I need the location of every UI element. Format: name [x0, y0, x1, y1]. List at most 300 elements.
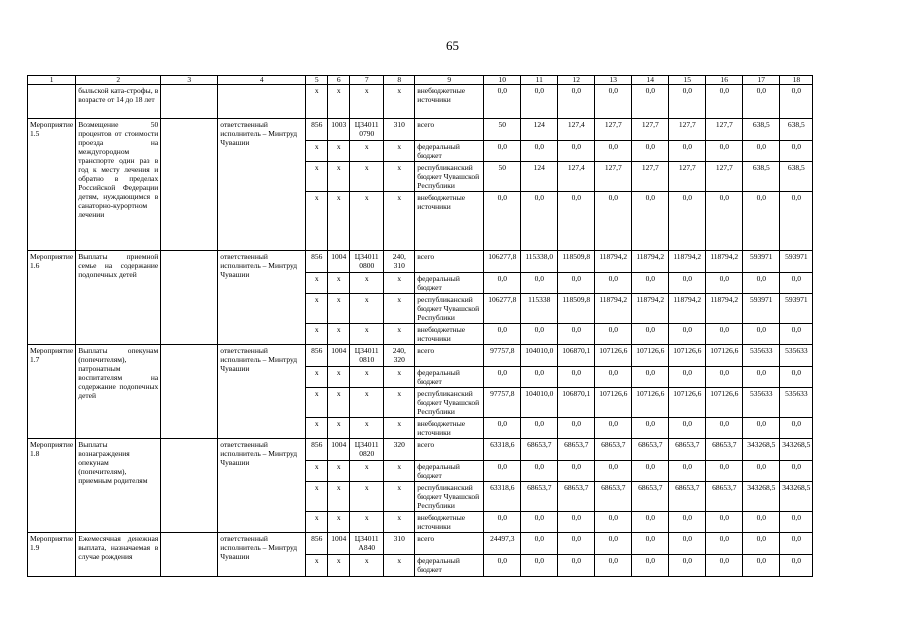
- funding-source: внебюджетные источники: [415, 192, 484, 251]
- amount-cell: 0,0: [706, 512, 743, 533]
- target-article: x: [350, 461, 384, 482]
- section-code: x: [328, 162, 350, 192]
- amount-cell: 106870,1: [558, 345, 595, 367]
- amount-cell: 0,0: [632, 512, 669, 533]
- amount-cell: 343268,5: [780, 439, 813, 461]
- participant-cell: [161, 533, 218, 577]
- amount-cell: 0,0: [595, 555, 632, 577]
- amount-cell: 107126,6: [669, 345, 706, 367]
- amount-cell: 24497,3: [484, 533, 521, 555]
- section-code: x: [328, 461, 350, 482]
- amount-cell: 0,0: [558, 273, 595, 294]
- expense-type: 240, 320: [384, 345, 415, 367]
- table-row: [28, 119, 813, 141]
- expense-type: 310: [384, 533, 415, 555]
- amount-cell: 0,0: [669, 85, 706, 119]
- amount-cell: 124: [521, 162, 558, 192]
- expense-type: 310: [384, 119, 415, 141]
- amount-cell: 0,0: [558, 533, 595, 555]
- amount-cell: 0,0: [632, 85, 669, 119]
- amount-cell: 0,0: [669, 418, 706, 439]
- header-cell: 5: [306, 76, 328, 85]
- amount-cell: 0,0: [706, 141, 743, 162]
- amount-cell: 0,0: [595, 324, 632, 345]
- amount-cell: 0,0: [484, 141, 521, 162]
- expense-type: x: [384, 482, 415, 512]
- amount-cell: 593971: [780, 294, 813, 324]
- grbs-code: 856: [306, 119, 328, 141]
- amount-cell: 50: [484, 162, 521, 192]
- target-article: Ц34011 0800: [350, 251, 384, 273]
- amount-cell: 107126,6: [669, 388, 706, 418]
- target-article: x: [350, 162, 384, 192]
- section-code: x: [328, 418, 350, 439]
- amount-cell: 0,0: [558, 555, 595, 577]
- section-code: 1004: [328, 533, 350, 555]
- amount-cell: 118794,2: [669, 251, 706, 273]
- amount-cell: 0,0: [521, 461, 558, 482]
- measure-name: быльской ката-строфы, в возрасте от 14 до 18 лет: [76, 85, 161, 119]
- amount-cell: 106870,1: [558, 388, 595, 418]
- executor-cell: ответственный исполнитель – Минтруд Чувашии: [218, 533, 306, 577]
- funding-source: федеральный бюджет: [415, 141, 484, 162]
- amount-cell: 127,7: [669, 162, 706, 192]
- executor-cell: ответственный исполнитель – Минтруд Чувашии: [218, 439, 306, 533]
- target-article: x: [350, 555, 384, 577]
- amount-cell: 0,0: [780, 324, 813, 345]
- header-row: [28, 76, 813, 85]
- amount-cell: 0,0: [484, 461, 521, 482]
- amount-cell: 0,0: [780, 418, 813, 439]
- target-article: x: [350, 324, 384, 345]
- amount-cell: 63318,6: [484, 439, 521, 461]
- amount-cell: 63318,6: [484, 482, 521, 512]
- amount-cell: 593971: [780, 251, 813, 273]
- amount-cell: 0,0: [595, 192, 632, 251]
- amount-cell: 0,0: [558, 324, 595, 345]
- header-cell: 2: [76, 76, 161, 85]
- grbs-code: 856: [306, 345, 328, 367]
- amount-cell: 127,7: [595, 162, 632, 192]
- amount-cell: 0,0: [595, 85, 632, 119]
- amount-cell: 68653,7: [558, 482, 595, 512]
- amount-cell: 68653,7: [632, 482, 669, 512]
- amount-cell: 0,0: [669, 533, 706, 555]
- amount-cell: 107126,6: [632, 388, 669, 418]
- section-code: x: [328, 85, 350, 119]
- amount-cell: 118509,8: [558, 251, 595, 273]
- header-cell: 11: [521, 76, 558, 85]
- amount-cell: 124: [521, 119, 558, 141]
- amount-cell: 0,0: [521, 192, 558, 251]
- amount-cell: 0,0: [706, 555, 743, 577]
- amount-cell: 106277,8: [484, 251, 521, 273]
- amount-cell: 535633: [780, 388, 813, 418]
- amount-cell: 107126,6: [595, 388, 632, 418]
- expense-type: x: [384, 555, 415, 577]
- amount-cell: 0,0: [669, 512, 706, 533]
- amount-cell: 0,0: [706, 533, 743, 555]
- amount-cell: 0,0: [632, 533, 669, 555]
- amount-cell: 0,0: [521, 555, 558, 577]
- amount-cell: 0,0: [743, 85, 780, 119]
- amount-cell: 118794,2: [595, 251, 632, 273]
- amount-cell: 107126,6: [706, 388, 743, 418]
- amount-cell: 0,0: [521, 512, 558, 533]
- grbs-code: x: [306, 192, 328, 251]
- target-article: Ц34011 0820: [350, 439, 384, 461]
- amount-cell: 127,7: [706, 162, 743, 192]
- amount-cell: 68653,7: [521, 439, 558, 461]
- amount-cell: 0,0: [484, 512, 521, 533]
- expense-type: x: [384, 324, 415, 345]
- grbs-code: x: [306, 162, 328, 192]
- amount-cell: 0,0: [484, 85, 521, 119]
- funding-source: федеральный бюджет: [415, 273, 484, 294]
- funding-source: всего: [415, 345, 484, 367]
- amount-cell: 0,0: [521, 324, 558, 345]
- target-article: x: [350, 512, 384, 533]
- amount-cell: 107126,6: [595, 345, 632, 367]
- section-code: 1003: [328, 119, 350, 141]
- amount-cell: 0,0: [595, 367, 632, 388]
- amount-cell: 0,0: [558, 85, 595, 119]
- amount-cell: 0,0: [780, 141, 813, 162]
- funding-source: федеральный бюджет: [415, 461, 484, 482]
- amount-cell: 0,0: [484, 273, 521, 294]
- expense-type: x: [384, 418, 415, 439]
- header-cell: 12: [558, 76, 595, 85]
- amount-cell: 68653,7: [669, 439, 706, 461]
- amount-cell: 0,0: [669, 192, 706, 251]
- amount-cell: 118794,2: [632, 294, 669, 324]
- amount-cell: 0,0: [484, 367, 521, 388]
- funding-source: федеральный бюджет: [415, 555, 484, 577]
- header-cell: 7: [350, 76, 384, 85]
- amount-cell: 0,0: [521, 533, 558, 555]
- amount-cell: 127,7: [632, 162, 669, 192]
- amount-cell: 127,7: [595, 119, 632, 141]
- grbs-code: x: [306, 367, 328, 388]
- funding-source: внебюджетные источники: [415, 324, 484, 345]
- amount-cell: 118794,2: [632, 251, 669, 273]
- amount-cell: 107126,6: [632, 345, 669, 367]
- amount-cell: 0,0: [669, 324, 706, 345]
- executor-cell: ответственный исполнитель – Минтруд Чувашии: [218, 119, 306, 251]
- amount-cell: 343268,5: [743, 439, 780, 461]
- target-article: x: [350, 141, 384, 162]
- amount-cell: 68653,7: [669, 482, 706, 512]
- amount-cell: 127,7: [632, 119, 669, 141]
- grbs-code: x: [306, 324, 328, 345]
- page-number: 65: [446, 38, 459, 53]
- target-article: Ц34011 0790: [350, 119, 384, 141]
- grbs-code: x: [306, 512, 328, 533]
- table-row: [28, 251, 813, 273]
- target-article: x: [350, 85, 384, 119]
- amount-cell: 535633: [780, 345, 813, 367]
- header-cell: 17: [743, 76, 780, 85]
- section-code: x: [328, 512, 350, 533]
- amount-cell: 0,0: [743, 533, 780, 555]
- amount-cell: 0,0: [669, 367, 706, 388]
- expense-type: x: [384, 273, 415, 294]
- grbs-code: 856: [306, 533, 328, 555]
- executor-cell: [218, 85, 306, 119]
- amount-cell: 535633: [743, 388, 780, 418]
- amount-cell: 0,0: [780, 461, 813, 482]
- amount-cell: 593971: [743, 294, 780, 324]
- section-code: 1004: [328, 439, 350, 461]
- amount-cell: 0,0: [669, 555, 706, 577]
- funding-source: всего: [415, 439, 484, 461]
- amount-cell: 638,5: [780, 162, 813, 192]
- amount-cell: 0,0: [558, 418, 595, 439]
- measure-name: Выплаты приемной семье на содержание подопечных детей: [76, 251, 161, 345]
- amount-cell: 0,0: [558, 192, 595, 251]
- header-cell: 15: [669, 76, 706, 85]
- amount-cell: 0,0: [706, 192, 743, 251]
- expense-type: 240, 310: [384, 251, 415, 273]
- amount-cell: 115338,0: [521, 251, 558, 273]
- header-cell: 10: [484, 76, 521, 85]
- amount-cell: 0,0: [669, 273, 706, 294]
- amount-cell: 0,0: [484, 324, 521, 345]
- amount-cell: 0,0: [669, 461, 706, 482]
- amount-cell: 0,0: [706, 418, 743, 439]
- amount-cell: 0,0: [595, 418, 632, 439]
- expense-type: x: [384, 367, 415, 388]
- amount-cell: 0,0: [632, 324, 669, 345]
- target-article: x: [350, 418, 384, 439]
- amount-cell: 127,4: [558, 162, 595, 192]
- amount-cell: 68653,7: [706, 439, 743, 461]
- section-code: x: [328, 141, 350, 162]
- amount-cell: 0,0: [743, 461, 780, 482]
- amount-cell: 535633: [743, 345, 780, 367]
- amount-cell: 68653,7: [558, 439, 595, 461]
- amount-cell: 0,0: [632, 418, 669, 439]
- amount-cell: 0,0: [632, 141, 669, 162]
- grbs-code: x: [306, 294, 328, 324]
- funding-source: всего: [415, 533, 484, 555]
- amount-cell: 0,0: [743, 367, 780, 388]
- grbs-code: x: [306, 461, 328, 482]
- grbs-code: 856: [306, 251, 328, 273]
- expense-type: x: [384, 162, 415, 192]
- amount-cell: 118794,2: [706, 294, 743, 324]
- measure-name: Возмещение 50 процентов от стоимости проезда на междугородном транспорте один раз в год к месту лечения и обратно в пределах Российской Федерации детям, нуждающимся в санаторно-курортном лечении: [76, 119, 161, 251]
- section-code: x: [328, 294, 350, 324]
- amount-cell: 118509,8: [558, 294, 595, 324]
- amount-cell: 127,4: [558, 119, 595, 141]
- target-article: x: [350, 482, 384, 512]
- amount-cell: 0,0: [558, 512, 595, 533]
- amount-cell: 0,0: [558, 141, 595, 162]
- amount-cell: 0,0: [558, 367, 595, 388]
- amount-cell: 0,0: [780, 367, 813, 388]
- amount-cell: 107126,6: [706, 345, 743, 367]
- funding-source: республиканский бюджет Чувашской Республики: [415, 388, 484, 418]
- section-code: x: [328, 192, 350, 251]
- grbs-code: x: [306, 85, 328, 119]
- amount-cell: 0,0: [780, 533, 813, 555]
- measure-name: Выплаты вознаграждения опекунам (попечителям), приемным родителям: [76, 439, 161, 533]
- amount-cell: 0,0: [632, 555, 669, 577]
- amount-cell: 638,5: [780, 119, 813, 141]
- amount-cell: 0,0: [632, 461, 669, 482]
- measure-code: Мероприятие 1.7: [28, 345, 76, 439]
- participant-cell: [161, 251, 218, 345]
- amount-cell: 0,0: [780, 555, 813, 577]
- measure-code: Мероприятие 1.8: [28, 439, 76, 533]
- expense-type: x: [384, 512, 415, 533]
- measure-code: [28, 85, 76, 119]
- funding-source: внебюджетные источники: [415, 418, 484, 439]
- amount-cell: 0,0: [743, 324, 780, 345]
- header-cell: 6: [328, 76, 350, 85]
- section-code: x: [328, 482, 350, 512]
- section-code: 1004: [328, 345, 350, 367]
- amount-cell: 97757,8: [484, 388, 521, 418]
- header-cell: 8: [384, 76, 415, 85]
- amount-cell: 0,0: [743, 192, 780, 251]
- header-cell: 1: [28, 76, 76, 85]
- amount-cell: 0,0: [632, 273, 669, 294]
- grbs-code: x: [306, 273, 328, 294]
- participant-cell: [161, 439, 218, 533]
- amount-cell: 0,0: [706, 273, 743, 294]
- amount-cell: 0,0: [484, 418, 521, 439]
- funding-source: республиканский бюджет Чувашской Республики: [415, 162, 484, 192]
- target-article: x: [350, 192, 384, 251]
- funding-source: внебюджетные источники: [415, 512, 484, 533]
- amount-cell: 127,7: [706, 119, 743, 141]
- amount-cell: 0,0: [632, 192, 669, 251]
- amount-cell: 0,0: [780, 512, 813, 533]
- amount-cell: 0,0: [595, 512, 632, 533]
- amount-cell: 0,0: [595, 533, 632, 555]
- grbs-code: x: [306, 555, 328, 577]
- amount-cell: 118794,2: [595, 294, 632, 324]
- budget-table: [27, 75, 813, 577]
- amount-cell: 127,7: [669, 119, 706, 141]
- amount-cell: 118794,2: [669, 294, 706, 324]
- amount-cell: 0,0: [706, 85, 743, 119]
- amount-cell: 0,0: [521, 273, 558, 294]
- amount-cell: 68653,7: [706, 482, 743, 512]
- measure-name: Ежемесячная денежная выплата, назначаемая в случае рождения: [76, 533, 161, 577]
- grbs-code: x: [306, 141, 328, 162]
- grbs-code: 856: [306, 439, 328, 461]
- section-code: x: [328, 367, 350, 388]
- section-code: x: [328, 324, 350, 345]
- header-cell: 13: [595, 76, 632, 85]
- table-row: [28, 439, 813, 461]
- amount-cell: 343268,5: [743, 482, 780, 512]
- measure-code: Мероприятие 1.6: [28, 251, 76, 345]
- table-row: [28, 85, 813, 119]
- table-row: [28, 533, 813, 555]
- amount-cell: 68653,7: [632, 439, 669, 461]
- header-cell: 16: [706, 76, 743, 85]
- amount-cell: 0,0: [780, 273, 813, 294]
- section-code: x: [328, 555, 350, 577]
- amount-cell: 0,0: [521, 85, 558, 119]
- executor-cell: ответственный исполнитель – Минтруд Чувашии: [218, 251, 306, 345]
- header-cell: 9: [415, 76, 484, 85]
- amount-cell: 0,0: [521, 141, 558, 162]
- amount-cell: 593971: [743, 251, 780, 273]
- amount-cell: 638,5: [743, 162, 780, 192]
- target-article: Ц34011 0810: [350, 345, 384, 367]
- grbs-code: x: [306, 482, 328, 512]
- funding-source: всего: [415, 119, 484, 141]
- target-article: x: [350, 273, 384, 294]
- measure-code: Мероприятие 1.5: [28, 119, 76, 251]
- target-article: x: [350, 388, 384, 418]
- amount-cell: 0,0: [595, 461, 632, 482]
- amount-cell: 68653,7: [595, 439, 632, 461]
- amount-cell: 0,0: [780, 85, 813, 119]
- expense-type: x: [384, 192, 415, 251]
- section-code: x: [328, 388, 350, 418]
- measure-name: Выплаты опекунам (попечителям), патронатным воспитателям на содержание подопечных детей: [76, 345, 161, 439]
- executor-cell: ответственный исполнитель – Минтруд Чувашии: [218, 345, 306, 439]
- expense-type: x: [384, 294, 415, 324]
- table-row: [28, 345, 813, 367]
- amount-cell: 0,0: [521, 418, 558, 439]
- amount-cell: 343268,5: [780, 482, 813, 512]
- amount-cell: 0,0: [743, 512, 780, 533]
- target-article: Ц34011 А840: [350, 533, 384, 555]
- expense-type: 320: [384, 439, 415, 461]
- header-cell: 4: [218, 76, 306, 85]
- target-article: x: [350, 367, 384, 388]
- amount-cell: 0,0: [521, 367, 558, 388]
- amount-cell: 50: [484, 119, 521, 141]
- section-code: x: [328, 273, 350, 294]
- amount-cell: 0,0: [743, 273, 780, 294]
- amount-cell: 0,0: [595, 141, 632, 162]
- amount-cell: 0,0: [595, 273, 632, 294]
- expense-type: x: [384, 461, 415, 482]
- participant-cell: [161, 85, 218, 119]
- participant-cell: [161, 345, 218, 439]
- funding-source: республиканский бюджет Чувашской Республики: [415, 294, 484, 324]
- amount-cell: 0,0: [632, 367, 669, 388]
- amount-cell: 0,0: [706, 461, 743, 482]
- amount-cell: 104010,0: [521, 345, 558, 367]
- amount-cell: 0,0: [669, 141, 706, 162]
- funding-source: всего: [415, 251, 484, 273]
- expense-type: x: [384, 388, 415, 418]
- amount-cell: 118794,2: [706, 251, 743, 273]
- amount-cell: 0,0: [706, 367, 743, 388]
- amount-cell: 68653,7: [521, 482, 558, 512]
- amount-cell: 0,0: [558, 461, 595, 482]
- amount-cell: 0,0: [706, 324, 743, 345]
- amount-cell: 115338: [521, 294, 558, 324]
- grbs-code: x: [306, 388, 328, 418]
- amount-cell: 638,5: [743, 119, 780, 141]
- funding-source: республиканский бюджет Чувашской Республики: [415, 482, 484, 512]
- amount-cell: 106277,8: [484, 294, 521, 324]
- funding-source: внебюджетные источники: [415, 85, 484, 119]
- funding-source: федеральный бюджет: [415, 367, 484, 388]
- amount-cell: 0,0: [484, 555, 521, 577]
- grbs-code: x: [306, 418, 328, 439]
